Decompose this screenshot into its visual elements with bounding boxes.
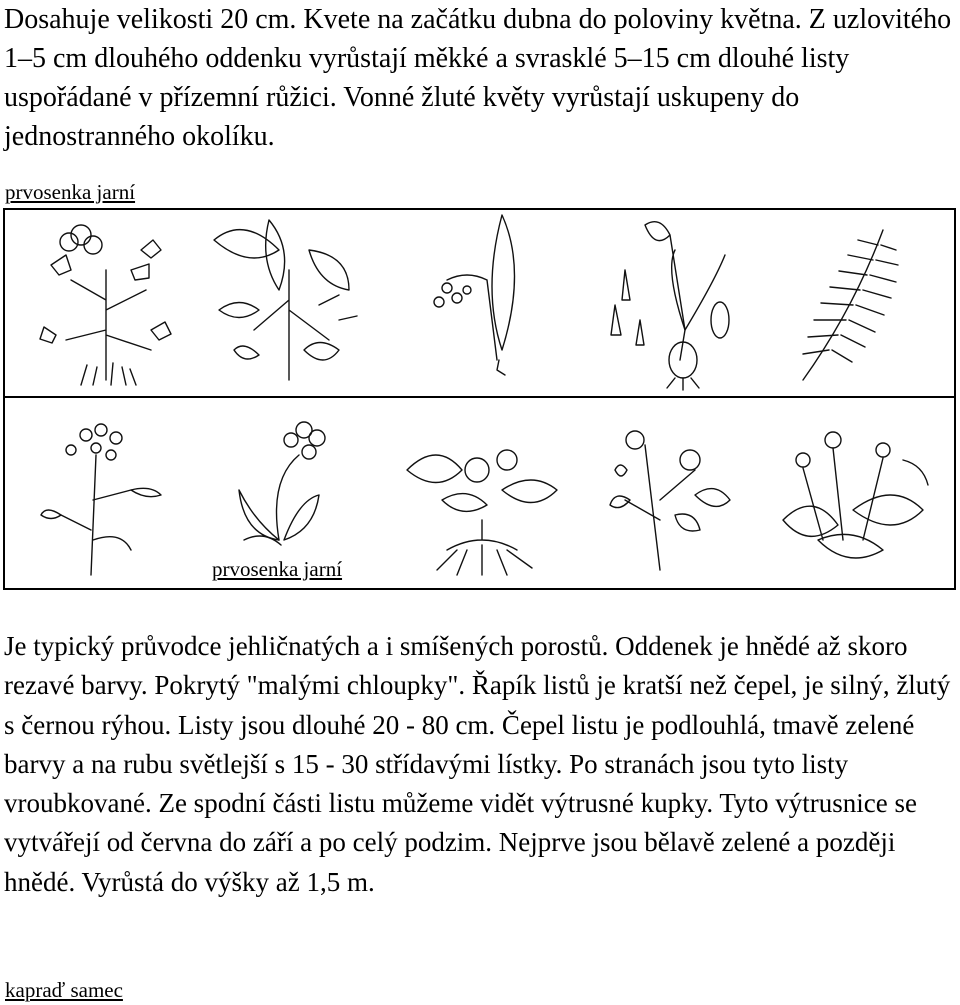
bottom-paragraph: Je typický průvodce jehličnatých a i smíšených porostů. Oddenek je hnědé až skoro rezavé barvy. Pokrytý "malými chloupky". Řapík listů je kratší než čepel, je silný, žlutý s černou rýhou. Listy jsou dlouhé 20 - 80 cm. Čepel listu je podlouhlá, tmavě zelené barvy a na rubu světlejší s 15 - 30 střídavými lístky. Po stranách jsou tyto listy vroubkované. Ze spodní části listu můžeme vidět výtrusné kupky. Tyto výtrusnice se vytvářejí od června do září a po celý podzim. Nejprve jsou bělavě zelené a později hnědé. Vyrůstá do výšky až 1,5 m. <box>4 631 951 897</box>
anemone-drawing <box>11 210 201 398</box>
link-prvosenka-jarni[interactable]: prvosenka jarní <box>5 180 136 204</box>
strawberry-drawing <box>575 400 765 588</box>
link-kapradi-samec[interactable]: kapraď samec <box>5 978 123 1002</box>
marsh-marigold-drawing <box>387 400 577 588</box>
pulmonaria-drawing <box>199 210 389 398</box>
hepatica-drawing <box>763 400 953 588</box>
snowdrop-drawing <box>575 210 765 398</box>
forget-me-not-drawing <box>11 400 201 588</box>
plant-image-grid <box>3 208 956 590</box>
grid-caption-prvosenka-jarni[interactable]: prvosenka jarní <box>212 557 343 581</box>
lily-of-the-valley-drawing <box>387 210 577 398</box>
fern-drawing <box>763 210 953 398</box>
top-paragraph: Dosahuje velikosti 20 cm. Kvete na začátku dubna do poloviny května. Z uzlovitého 1–5 cm dlouhého oddenku vyrůstají měkké a svrasklé 5–15 cm dlouhé listy uspořádané v přízemní růžici. Vonné žluté květy vyrůstají uskupeny do jednostranného okolíku. <box>4 4 952 152</box>
